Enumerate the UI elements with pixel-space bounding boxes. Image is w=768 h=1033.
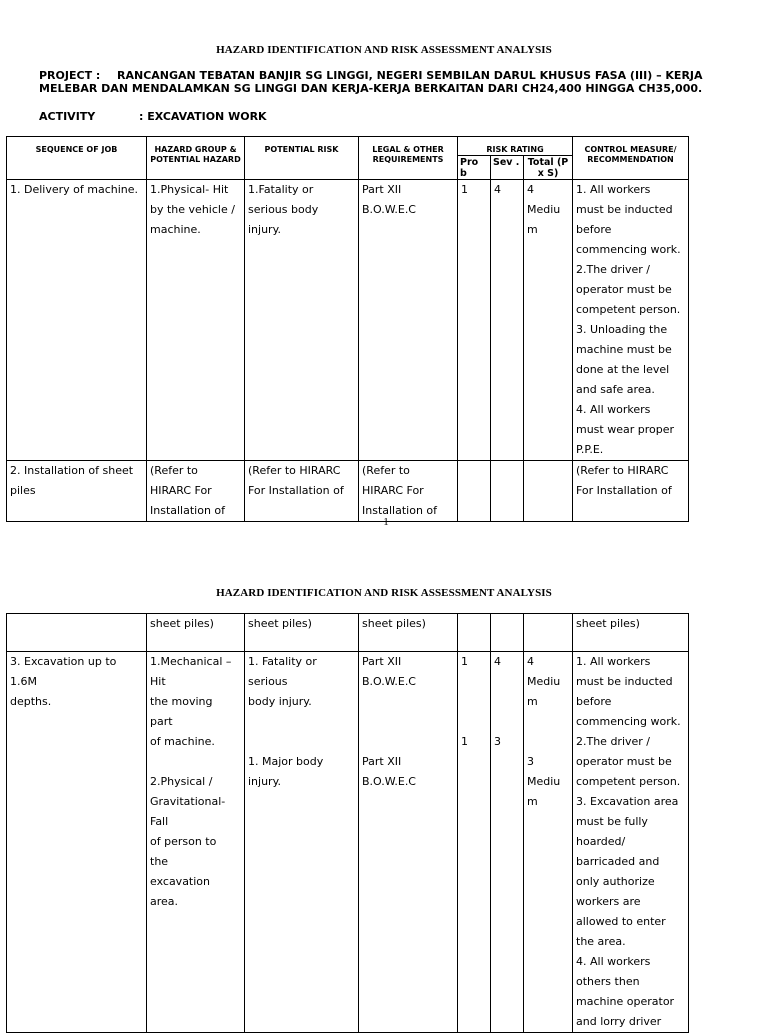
cell-sequence: 2. Installation of sheet piles	[7, 461, 147, 522]
project-label: PROJECT :	[39, 69, 101, 82]
cell-control: 1. All workers must be inducted before commencing work. 2.The driver / operator must be competent person. 3. Excavation area must be fully hoarded/ barricaded and only authorize workers are allowed to enter the area. 4. All workers others then machine operator and lorry driver	[573, 652, 689, 1033]
cell-total: 4 Mediu m	[524, 180, 573, 461]
cell-risk: (Refer to HIRARC For Installation of	[245, 461, 359, 522]
cell-hazard: 1.Mechanical – Hit the moving part of machine. 2.Physical / Gravitational- Fall of person to the excavation area.	[147, 652, 245, 1033]
cell-control: (Refer to HIRARC For Installation of	[573, 461, 689, 522]
cell-legal: (Refer to HIRARC For Installation of	[359, 461, 458, 522]
header-hazard: HAZARD GROUP & POTENTIAL HAZARD	[147, 137, 245, 180]
table-row	[7, 180, 689, 461]
cell-control: sheet piles)	[573, 614, 689, 652]
cell-total	[524, 614, 573, 652]
page-title: HAZARD IDENTIFICATION AND RISK ASSESSMENT ANALYSIS	[216, 44, 552, 56]
project-value: RANCANGAN TEBATAN BANJIR SG LINGGI, NEGERI SEMBILAN DARUL KHUSUS FASA (III) – KERJA MELEBAR DAN MENDALAMKAN SG LINGGI DAN KERJA-KERJA BERKAITAN DARI CH24,400 HINGGA CH35,000.	[39, 69, 703, 95]
cell-sequence: 1. Delivery of machine.	[7, 180, 147, 461]
cell-legal: sheet piles)	[359, 614, 458, 652]
cell-total	[524, 461, 573, 522]
header-risk-rating: RISK RATING	[458, 137, 573, 156]
activity-label: ACTIVITY	[39, 110, 96, 123]
table-row	[7, 652, 689, 1033]
header-control: CONTROL MEASURE/ RECOMMENDATION	[573, 137, 689, 180]
cell-prob: 1 1	[458, 652, 491, 1033]
cell-hazard: 1.Physical- Hit by the vehicle / machine.	[147, 180, 245, 461]
hazard-table-page-2	[6, 613, 689, 1033]
cell-sev	[491, 614, 524, 652]
cell-sev	[491, 461, 524, 522]
header-total: Total (P x S)	[524, 156, 573, 180]
cell-sequence	[7, 614, 147, 652]
cell-sev: 4 3	[491, 652, 524, 1033]
cell-prob	[458, 614, 491, 652]
activity-value: : EXCAVATION WORK	[139, 110, 267, 123]
cell-total: 4 Mediu m 3 Mediu m	[524, 652, 573, 1033]
header-prob: Pro b	[458, 156, 491, 180]
header-risk: POTENTIAL RISK	[245, 137, 359, 180]
cell-sequence: 3. Excavation up to 1.6M depths.	[7, 652, 147, 1033]
cell-control: 1. All workers must be inducted before commencing work. 2.The driver / operator must be competent person. 3. Unloading the machine must be done at the level and safe area. 4. All workers must wear proper P.P.E.	[573, 180, 689, 461]
table-row	[7, 461, 689, 522]
cell-hazard: (Refer to HIRARC For Installation of	[147, 461, 245, 522]
hazard-table-page-1	[6, 136, 689, 522]
cell-legal: Part XII B.O.W.E.C Part XII B.O.W.E.C	[359, 652, 458, 1033]
table-row	[7, 614, 689, 652]
header-legal: LEGAL & OTHER REQUIREMENTS	[359, 137, 458, 180]
activity-info	[39, 110, 267, 123]
header-sequence: SEQUENCE OF JOB	[7, 137, 147, 180]
page-title: HAZARD IDENTIFICATION AND RISK ASSESSMENT ANALYSIS	[216, 587, 552, 599]
project-info	[39, 69, 744, 95]
page-number: 1	[383, 516, 389, 528]
cell-legal: Part XII B.O.W.E.C	[359, 180, 458, 461]
cell-risk: 1.Fatality or serious body injury.	[245, 180, 359, 461]
cell-risk: sheet piles)	[245, 614, 359, 652]
cell-sev: 4	[491, 180, 524, 461]
header-sev: Sev .	[491, 156, 524, 180]
cell-hazard: sheet piles)	[147, 614, 245, 652]
cell-risk: 1. Fatality or serious body injury. 1. Major body injury.	[245, 652, 359, 1033]
cell-prob: 1	[458, 180, 491, 461]
cell-prob	[458, 461, 491, 522]
